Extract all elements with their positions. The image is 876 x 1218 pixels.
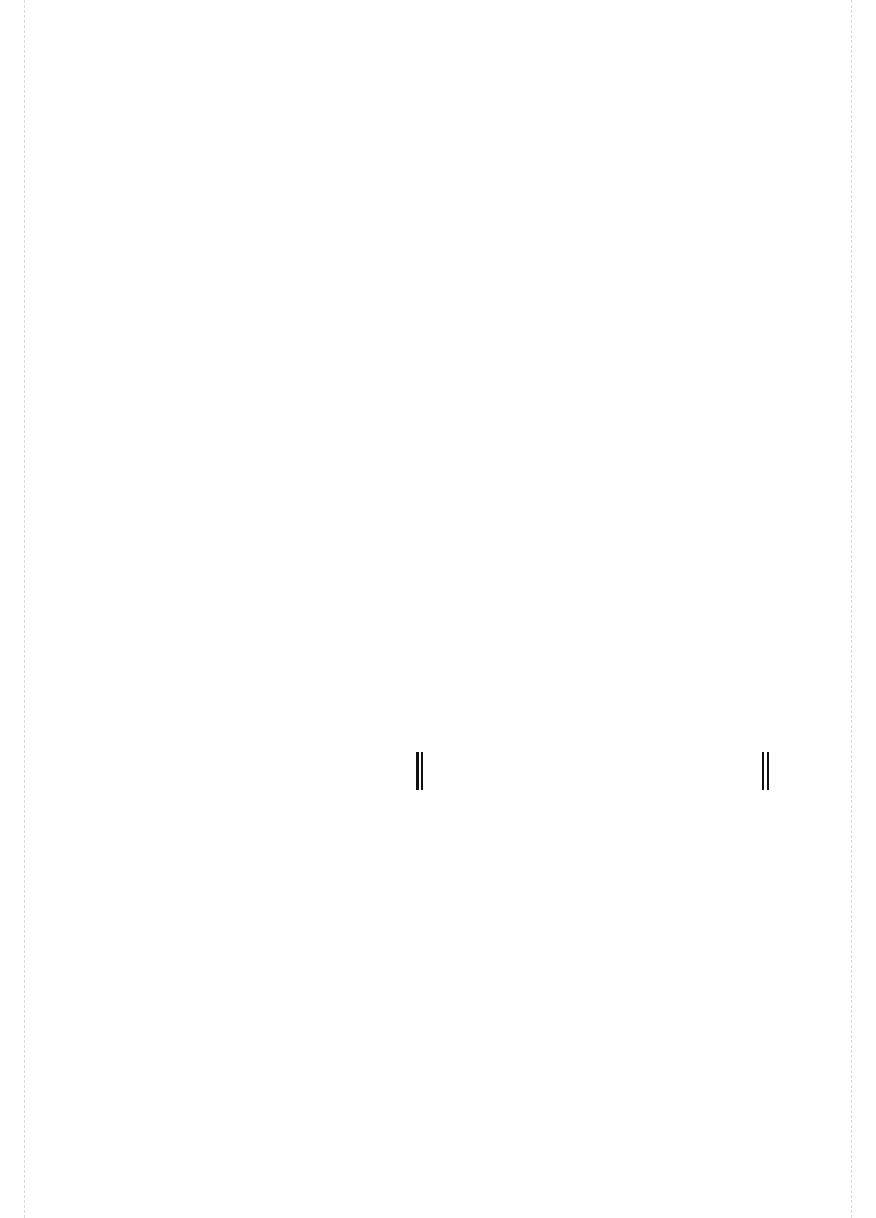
right-watermark-column — [852, 0, 876, 1218]
repeat-end-bar-thin — [421, 752, 423, 790]
repeat-end-bar — [416, 752, 419, 790]
final-bar-b — [767, 752, 769, 790]
final-bar-a — [762, 752, 764, 790]
left-watermark-column — [0, 0, 24, 1218]
